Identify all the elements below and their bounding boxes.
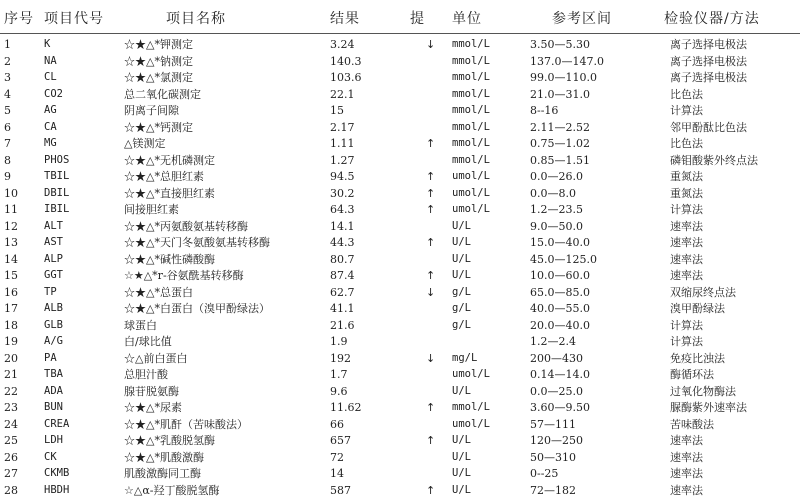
result-value: 66 <box>330 417 344 431</box>
method: 苦味酸法 <box>670 417 714 431</box>
unit: U/L <box>452 219 471 232</box>
header-divider <box>0 33 800 34</box>
table-row <box>0 300 800 317</box>
unit: U/L <box>452 434 471 446</box>
item-name: ☆★△*r-谷氨酰基转移酶 <box>124 269 244 282</box>
item-code: AG <box>44 104 57 116</box>
reference-range: 0.14—14.0 <box>530 368 590 381</box>
reference-range: 0.0—25.0 <box>530 384 583 398</box>
result-value: 94.5 <box>330 170 355 183</box>
item-code: PHOS <box>44 153 70 166</box>
unit: U/L <box>452 236 471 248</box>
row-index: 28 <box>4 483 18 497</box>
item-name: △镁测定 <box>124 137 166 150</box>
header-unit: 单位 <box>452 11 482 27</box>
method: 脲酶紫外速率法 <box>670 401 747 414</box>
row-index: 23 <box>4 401 18 414</box>
reference-range: 120—250 <box>530 434 583 447</box>
item-name: 腺苷脱氨酶 <box>124 384 179 398</box>
table-row <box>0 449 800 466</box>
item-code: LDH <box>44 434 63 446</box>
method: 速率法 <box>670 252 703 266</box>
reference-range: 10.0—60.0 <box>530 269 590 282</box>
header-name: 项目名称 <box>166 11 226 27</box>
result-value: 140.3 <box>330 54 362 68</box>
table-row <box>0 350 800 367</box>
row-index: 15 <box>4 269 18 282</box>
method: 邻甲酚酞比色法 <box>670 120 747 134</box>
item-code: TP <box>44 285 57 298</box>
row-index: 26 <box>4 450 18 464</box>
unit: mmol/L <box>452 38 490 50</box>
table-row <box>0 399 800 416</box>
abnormal-flag: ↓ <box>426 351 436 365</box>
reference-range: 57—111 <box>530 417 576 431</box>
table-row <box>0 135 800 152</box>
item-name: 间接胆红素 <box>124 203 179 216</box>
reference-range: 0.0—8.0 <box>530 186 576 200</box>
row-index: 25 <box>4 434 18 447</box>
result-value: 2.17 <box>330 120 355 134</box>
row-index: 18 <box>4 318 18 332</box>
unit: mg/L <box>452 351 478 364</box>
reference-range: 20.0—40.0 <box>530 318 590 332</box>
result-value: 11.62 <box>330 401 362 414</box>
unit: mmol/L <box>452 54 490 67</box>
item-name: ☆△前白蛋白 <box>124 351 188 365</box>
table-row <box>0 86 800 103</box>
unit: umol/L <box>452 170 490 182</box>
reference-range: 21.0—31.0 <box>530 87 590 101</box>
method: 免疫比浊法 <box>670 351 725 365</box>
header-result: 结果 <box>330 11 360 27</box>
method: 计算法 <box>670 203 703 216</box>
item-code: MG <box>44 137 57 149</box>
row-index: 13 <box>4 236 18 249</box>
result-value: 15 <box>330 104 344 117</box>
item-code: ADA <box>44 384 63 397</box>
abnormal-flag: ↑ <box>426 483 436 497</box>
row-index: 2 <box>4 54 11 68</box>
unit: U/L <box>452 467 471 479</box>
abnormal-flag: ↑ <box>426 170 436 183</box>
item-code: A/G <box>44 335 63 347</box>
table-row <box>0 168 800 185</box>
row-index: 11 <box>4 203 18 216</box>
unit: mmol/L <box>452 153 490 166</box>
table-row <box>0 185 800 202</box>
unit: g/L <box>452 302 471 314</box>
item-code: CA <box>44 120 57 133</box>
method: 速率法 <box>670 450 703 464</box>
abnormal-flag: ↑ <box>426 401 436 414</box>
result-value: 21.6 <box>330 318 355 332</box>
unit: mmol/L <box>452 120 490 133</box>
result-value: 3.24 <box>330 38 355 51</box>
reference-range: 15.0—40.0 <box>530 236 590 249</box>
unit: U/L <box>452 450 471 463</box>
header-reference: 参考区间 <box>552 11 612 27</box>
reference-range: 72—182 <box>530 483 576 497</box>
method: 速率法 <box>670 434 703 447</box>
row-index: 3 <box>4 71 11 84</box>
reference-range: 40.0—55.0 <box>530 302 590 315</box>
result-value: 14 <box>330 467 344 480</box>
item-name: ☆△α-羟丁酸脱氢酶 <box>124 483 220 497</box>
reference-range: 0.85—1.51 <box>530 153 590 167</box>
result-value: 192 <box>330 351 351 365</box>
row-index: 22 <box>4 384 18 398</box>
reference-range: 0--25 <box>530 467 559 480</box>
method: 重氮法 <box>670 170 703 183</box>
method: 速率法 <box>670 269 703 282</box>
item-name: 阴离子间隙 <box>124 104 179 117</box>
result-value: 587 <box>330 483 351 497</box>
item-name: ☆★△*总蛋白 <box>124 285 193 299</box>
reference-range: 65.0—85.0 <box>530 285 590 299</box>
reference-range: 45.0—125.0 <box>530 252 597 266</box>
reference-range: 8--16 <box>530 104 559 117</box>
reference-range: 200—430 <box>530 351 583 365</box>
result-value: 80.7 <box>330 252 355 266</box>
row-index: 19 <box>4 335 18 348</box>
table-row <box>0 69 800 86</box>
abnormal-flag: ↑ <box>426 236 436 249</box>
item-code: TBIL <box>44 170 70 182</box>
item-code: GGT <box>44 269 63 281</box>
result-value: 44.3 <box>330 236 355 249</box>
row-index: 16 <box>4 285 18 299</box>
unit: mmol/L <box>452 71 490 83</box>
unit: g/L <box>452 285 471 298</box>
table-row <box>0 234 800 251</box>
reference-range: 50—310 <box>530 450 576 464</box>
item-code: K <box>44 38 51 50</box>
row-index: 7 <box>4 137 11 150</box>
item-code: ALB <box>44 302 63 314</box>
item-code: DBIL <box>44 186 70 199</box>
table-row <box>0 284 800 301</box>
item-code: TBA <box>44 368 63 380</box>
item-name: ☆★△*肌酸激酶 <box>124 450 204 464</box>
item-code: AST <box>44 236 63 248</box>
reference-range: 0.75—1.02 <box>530 137 590 150</box>
table-row <box>0 201 800 218</box>
result-value: 87.4 <box>330 269 355 282</box>
reference-range: 0.0—26.0 <box>530 170 583 183</box>
method: 速率法 <box>670 236 703 249</box>
item-name: ☆★△*丙氨酸氨基转移酶 <box>124 219 248 233</box>
method: 重氮法 <box>670 186 703 200</box>
item-name: ☆★△*白蛋白（溴甲酚绿法） <box>124 302 270 315</box>
table-row <box>0 317 800 334</box>
item-code: PA <box>44 351 57 364</box>
method: 双缩尿终点法 <box>670 285 736 299</box>
item-name: 肌酸激酶同工酶 <box>124 467 201 480</box>
reference-range: 1.2—2.4 <box>530 335 576 348</box>
result-value: 1.27 <box>330 153 355 167</box>
result-value: 9.6 <box>330 384 348 398</box>
abnormal-flag: ↑ <box>426 434 436 447</box>
table-row <box>0 218 800 235</box>
item-code: HBDH <box>44 483 70 496</box>
unit: umol/L <box>452 417 490 430</box>
result-value: 14.1 <box>330 219 355 233</box>
result-value: 62.7 <box>330 285 355 299</box>
table-row <box>0 251 800 268</box>
unit: U/L <box>452 269 471 281</box>
reference-range: 2.11—2.52 <box>530 120 590 134</box>
method: 计算法 <box>670 104 703 117</box>
table-row <box>0 383 800 400</box>
item-code: CK <box>44 450 57 463</box>
unit: umol/L <box>452 186 490 199</box>
table-row <box>0 152 800 169</box>
row-index: 4 <box>4 87 11 101</box>
row-index: 17 <box>4 302 18 315</box>
abnormal-flag: ↑ <box>426 269 436 282</box>
result-value: 1.9 <box>330 335 348 348</box>
header-method: 检验仪器/方法 <box>664 11 760 27</box>
row-index: 5 <box>4 104 11 117</box>
result-value: 1.7 <box>330 368 348 381</box>
item-name: ☆★△*直接胆红素 <box>124 186 215 200</box>
item-name: 总二氧化碳测定 <box>124 87 201 101</box>
item-name: ☆★△*总胆红素 <box>124 170 204 183</box>
table-row <box>0 119 800 136</box>
reference-range: 1.2—23.5 <box>530 203 583 216</box>
item-name: ☆★△*无机磷测定 <box>124 153 215 167</box>
reference-range: 137.0—147.0 <box>530 54 604 68</box>
item-name: 球蛋白 <box>124 318 157 332</box>
unit: U/L <box>452 252 471 265</box>
result-value: 72 <box>330 450 344 464</box>
result-value: 103.6 <box>330 71 362 84</box>
item-code: CO2 <box>44 87 63 100</box>
unit: mmol/L <box>452 137 490 149</box>
row-index: 24 <box>4 417 18 431</box>
unit: mmol/L <box>452 87 490 100</box>
method: 比色法 <box>670 87 703 101</box>
table-row <box>0 465 800 482</box>
method: 酶循环法 <box>670 368 714 381</box>
unit: U/L <box>452 483 471 496</box>
table-row <box>0 366 800 383</box>
method: 速率法 <box>670 219 703 233</box>
unit: mmol/L <box>452 104 490 116</box>
row-index: 27 <box>4 467 18 480</box>
abnormal-flag: ↑ <box>426 137 436 150</box>
row-index: 12 <box>4 219 18 233</box>
row-index: 8 <box>4 153 11 167</box>
table-row <box>0 102 800 119</box>
abnormal-flag: ↓ <box>426 38 436 51</box>
result-value: 41.1 <box>330 302 355 315</box>
item-name: ☆★△*尿素 <box>124 401 182 414</box>
method: 速率法 <box>670 483 703 497</box>
reference-range: 3.50—5.30 <box>530 38 590 51</box>
unit: mmol/L <box>452 401 490 413</box>
row-index: 9 <box>4 170 11 183</box>
table-row <box>0 432 800 449</box>
reference-range: 3.60—9.50 <box>530 401 590 414</box>
row-index: 21 <box>4 368 18 381</box>
item-name: ☆★△*钙测定 <box>124 120 193 134</box>
item-code: IBIL <box>44 203 70 215</box>
result-value: 1.11 <box>330 137 355 150</box>
unit: umol/L <box>452 203 490 215</box>
table-row <box>0 267 800 284</box>
result-value: 64.3 <box>330 203 355 216</box>
method: 离子选择电极法 <box>670 54 747 68</box>
item-name: ☆★△*乳酸脱氢酶 <box>124 434 215 447</box>
item-code: ALP <box>44 252 63 265</box>
item-name: ☆★△*碱性磷酸酶 <box>124 252 215 266</box>
method: 计算法 <box>670 318 703 332</box>
item-code: CKMB <box>44 467 70 479</box>
item-code: NA <box>44 54 57 67</box>
item-name: ☆★△*天门冬氨酸氨基转移酶 <box>124 236 270 249</box>
item-code: GLB <box>44 318 63 331</box>
table-header <box>0 0 800 34</box>
method: 比色法 <box>670 137 703 150</box>
method: 速率法 <box>670 467 703 480</box>
reference-range: 99.0—110.0 <box>530 71 597 84</box>
row-index: 14 <box>4 252 18 266</box>
table-row <box>0 53 800 70</box>
unit: g/L <box>452 318 471 331</box>
unit: U/L <box>452 384 471 397</box>
row-index: 6 <box>4 120 11 134</box>
method: 溴甲酚绿法 <box>670 302 725 315</box>
method: 离子选择电极法 <box>670 38 747 51</box>
item-code: BUN <box>44 401 63 413</box>
header-code: 项目代号 <box>44 11 104 27</box>
abnormal-flag: ↑ <box>426 203 436 216</box>
row-index: 10 <box>4 186 18 200</box>
abnormal-flag: ↑ <box>426 186 436 200</box>
item-name: ☆★△*氯测定 <box>124 71 193 84</box>
method: 离子选择电极法 <box>670 71 747 84</box>
item-name: ☆★△*钾测定 <box>124 38 193 51</box>
unit: umol/L <box>452 368 490 380</box>
header-flag: 提 <box>410 11 425 27</box>
method: 磷钼酸紫外终点法 <box>670 153 758 167</box>
table-row <box>0 416 800 433</box>
result-value: 30.2 <box>330 186 355 200</box>
abnormal-flag: ↓ <box>426 285 436 299</box>
header-index: 序号 <box>4 11 34 27</box>
results-table-body <box>0 36 800 498</box>
item-name: 白/球比值 <box>124 335 172 348</box>
table-row <box>0 36 800 53</box>
result-value: 657 <box>330 434 351 447</box>
table-row <box>0 482 800 499</box>
row-index: 1 <box>4 38 11 51</box>
item-code: CREA <box>44 417 70 430</box>
item-name: ☆★△*钠测定 <box>124 54 193 68</box>
item-name: ☆★△*肌酐（苦味酸法） <box>124 417 248 431</box>
item-code: CL <box>44 71 57 83</box>
result-value: 22.1 <box>330 87 355 101</box>
table-row <box>0 333 800 350</box>
item-name: 总胆汁酸 <box>124 368 168 381</box>
method: 过氧化物酶法 <box>670 384 736 398</box>
item-code: ALT <box>44 219 63 232</box>
reference-range: 9.0—50.0 <box>530 219 583 233</box>
method: 计算法 <box>670 335 703 348</box>
row-index: 20 <box>4 351 18 365</box>
